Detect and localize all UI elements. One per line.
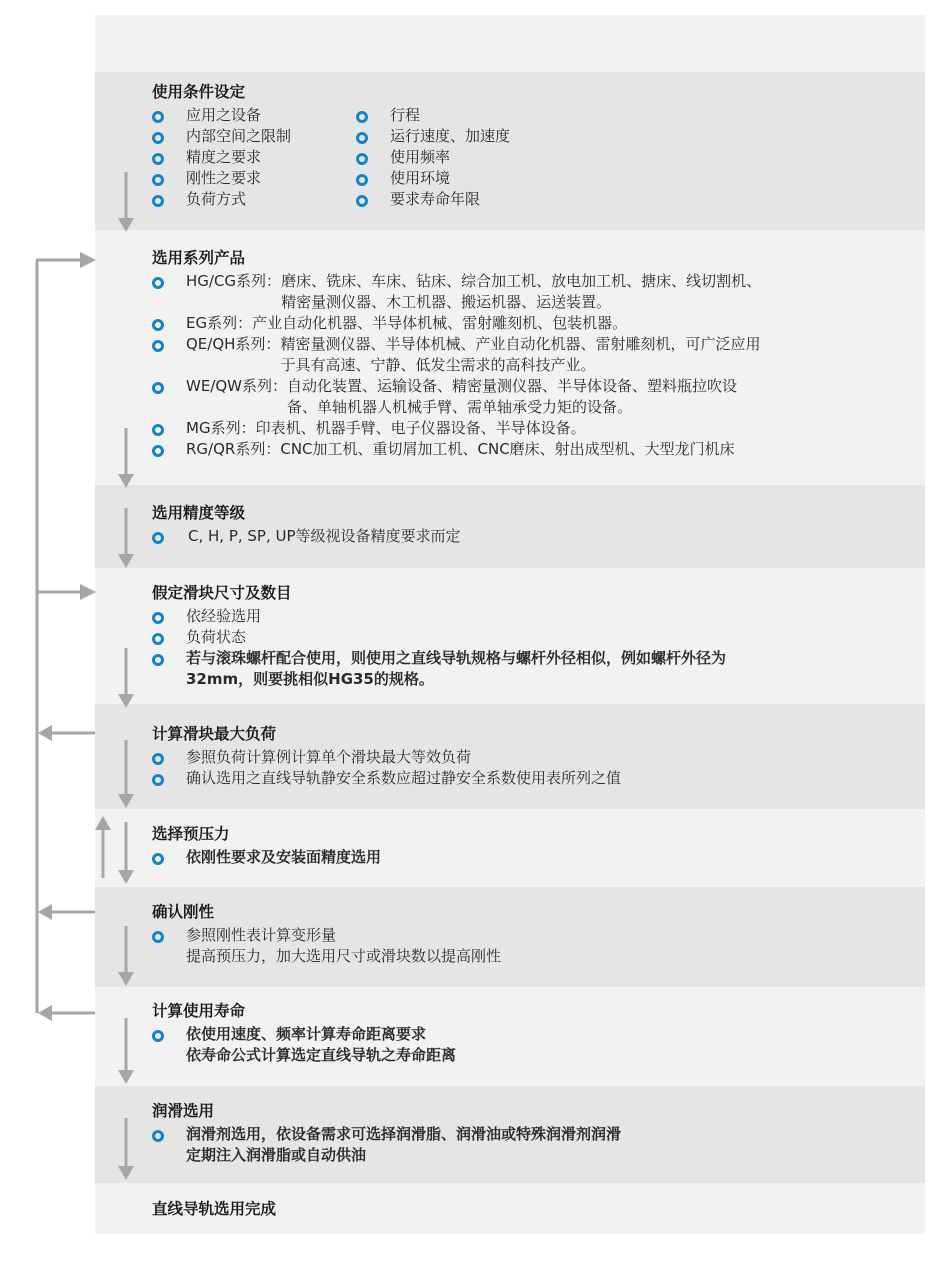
list-item: 若与滚珠螺杆配合使用，则使用之直线导轨规格与螺杆外径相似，例如螺杆外径为 32mm，则要挑相似HG35的规格。: [152, 648, 892, 690]
section-title: 确认刚性: [152, 903, 215, 921]
section-title: 计算滑块最大负荷: [152, 725, 277, 743]
bullet-icon: [356, 132, 368, 144]
list-item: 精度之要求: [152, 147, 356, 168]
list-item: 负荷方式: [152, 189, 356, 210]
section-block-size: [152, 582, 892, 690]
list-item: 依经验选用: [152, 606, 892, 627]
bullet-icon: [152, 633, 164, 645]
bullet-icon: [152, 174, 164, 186]
section-title: 选用系列产品: [152, 249, 246, 267]
bullet-icon: [152, 853, 164, 865]
bullet-icon: [152, 612, 164, 624]
list-item: 确认选用之直线导轨静安全系数应超过静安全系数使用表所列之值: [152, 768, 892, 789]
bullet-icon: [152, 195, 164, 207]
list-item: 行程: [356, 105, 510, 126]
section-lubrication: [152, 1100, 892, 1166]
list-item: HG/CG系列： 磨床、铣床、车床、钻床、综合加工机、放电加工机、搪床、线切割机、 精密量测仪器、木工机器、搬运机器、运送装置。: [152, 271, 902, 313]
section-title: 润滑选用: [152, 1102, 215, 1120]
list-item: 参照负荷计算例计算单个滑块最大等效负荷: [152, 747, 892, 768]
section-title: 选用精度等级: [152, 504, 246, 522]
list-item: C, H, P, SP, UP等级视设备精度要求而定: [152, 526, 892, 547]
list-item: 润滑剂选用，依设备需求可选择润滑脂、润滑油或特殊润滑剂润滑: [152, 1124, 892, 1145]
list-item: 负荷状态: [152, 627, 892, 648]
section-max-load: [152, 723, 892, 789]
bullet-icon: [152, 654, 164, 666]
bullet-icon: [152, 424, 164, 436]
section-title: 使用条件设定: [152, 83, 246, 101]
section-rigidity: [152, 901, 892, 967]
section-accuracy-grade: [152, 502, 892, 547]
section-title: 假定滑块尺寸及数目: [152, 584, 292, 602]
bullet-icon: [152, 931, 164, 943]
bullet-icon: [356, 174, 368, 186]
section-series-selection: [152, 247, 902, 460]
list-item: 依刚性要求及安装面精度选用: [152, 847, 892, 868]
bullet-icon: [152, 445, 164, 457]
bullet-icon: [152, 340, 164, 352]
list-item: 应用之设备: [152, 105, 356, 126]
list-item: 刚性之要求: [152, 168, 356, 189]
section-complete: [152, 1198, 892, 1222]
bullet-icon: [152, 153, 164, 165]
list-item: 运行速度、加速度: [356, 126, 510, 147]
list-item-continuation: 提高预压力，加大选用尺寸或滑块数以提高刚性: [186, 947, 502, 965]
list-item: QE/QH系列： 精密量测仪器、半导体机械、产业自动化机器、雷射雕刻机，可广泛应用 于具有高速、宁静、低发尘需求的高科技产业。: [152, 334, 902, 376]
bullet-icon: [152, 382, 164, 394]
bullet-icon: [152, 753, 164, 765]
bullet-icon: [152, 532, 164, 544]
bullet-icon: [152, 111, 164, 123]
section-preload: [152, 823, 892, 868]
bullet-icon: [152, 319, 164, 331]
list-item: EG系列： 产业自动化机器、半导体机械、雷射雕刻机、包装机器。: [152, 313, 902, 334]
section-title: 直线导轨选用完成: [152, 1200, 277, 1218]
section-service-life: [152, 1000, 892, 1066]
list-item: 参照刚性表计算变形量: [152, 925, 892, 946]
bullet-icon: [356, 111, 368, 123]
section-usage-conditions: [152, 81, 892, 210]
list-item: 要求寿命年限: [356, 189, 510, 210]
bullet-icon: [152, 1130, 164, 1142]
list-item: RG/QR系列： CNC加工机、重切屑加工机、CNC磨床、射出成型机、大型龙门机床: [152, 439, 902, 460]
bullet-icon: [152, 277, 164, 289]
list-item: MG系列： 印表机、机器手臂、电子仪器设备、半导体设备。: [152, 418, 902, 439]
list-item: 内部空间之限制: [152, 126, 356, 147]
bullet-icon: [356, 195, 368, 207]
section-title: 计算使用寿命: [152, 1002, 246, 1020]
bullet-icon: [356, 153, 368, 165]
list-item-continuation: 定期注入润滑脂或自动供油: [186, 1146, 367, 1164]
section-title: 选择预压力: [152, 825, 230, 843]
bullet-icon: [152, 1030, 164, 1042]
list-item-continuation: 依寿命公式计算选定直线导轨之寿命距离: [186, 1046, 457, 1064]
list-item: 使用频率: [356, 147, 510, 168]
list-item: WE/QW系列： 自动化装置、运输设备、精密量测仪器、半导体设备、塑料瓶拉吹设 备、单轴机器人机械手臂、需单轴承受力矩的设备。: [152, 376, 902, 418]
bullet-icon: [152, 132, 164, 144]
list-item: 依使用速度、频率计算寿命距离要求: [152, 1024, 892, 1045]
bullet-icon: [152, 774, 164, 786]
list-item: 使用环境: [356, 168, 510, 189]
